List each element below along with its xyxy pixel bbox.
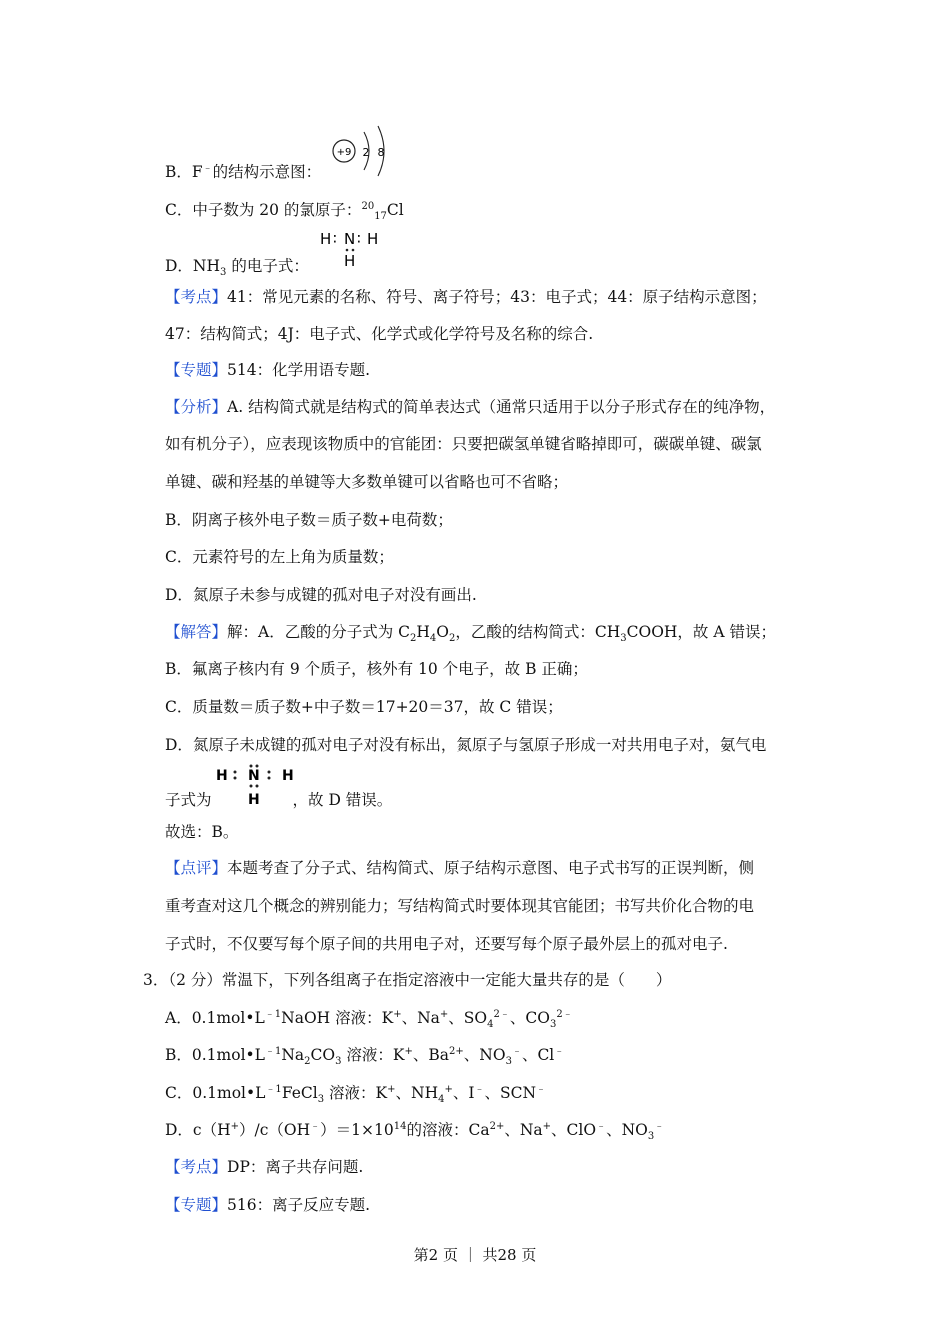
text: 、NO (606, 1121, 648, 1139)
text: DP：离子共存问题. (227, 1158, 364, 1176)
zhuanti-tag: 【专题】 (165, 1196, 228, 1214)
text: CO (310, 1046, 336, 1064)
text: B．阴离子核外电子数＝质子数+电荷数； (165, 511, 453, 529)
subscript: 4 (429, 633, 437, 645)
text: FeCl (281, 1084, 318, 1102)
text: 514：化学用语专题. (227, 361, 371, 379)
option-d (165, 256, 309, 279)
kaodian-tag: 【考点】 (165, 1158, 228, 1176)
text: B．氟离子核内有 9 个质子，核外有 10 个电子，故 B 正确； (165, 660, 588, 678)
text: 的溶液：Ca (406, 1121, 490, 1139)
text: 、Na (504, 1121, 543, 1139)
subscript: 3 (335, 1056, 342, 1068)
subscript: 4 (487, 1019, 494, 1031)
fluoride-structure-diagram (328, 124, 398, 184)
nh3-electron-formula-incomplete (316, 226, 386, 270)
superscript: ﹣ (474, 1083, 485, 1095)
superscript: ﹣1 (265, 1083, 282, 1095)
superscript: ﹣1 (264, 1008, 282, 1020)
superscript: + (387, 1083, 396, 1095)
superscript: + (393, 1008, 402, 1020)
formula-atom: H (216, 768, 228, 784)
text: 本题考查了分子式、结构简式、原子结构示意图、电子式书写的正误判断，侧 (227, 859, 755, 877)
superscript: 2+ (449, 1045, 464, 1057)
mass-number: 20 (361, 200, 375, 212)
superscript: ﹣ (654, 1120, 665, 1132)
jieda-line-1 (165, 622, 776, 645)
text: 溶液：K (341, 1046, 405, 1064)
page-footer: 第2 页 ｜ 共28 页 (413, 1246, 537, 1264)
text: ，故 D 错误。 (292, 791, 393, 809)
option-d-text: 的电子式： (226, 257, 309, 275)
dianping-line-1 (165, 858, 754, 878)
zhuanti-1 (165, 360, 370, 380)
text: Na (281, 1046, 305, 1064)
fenxi-tag: 【分析】 (165, 398, 228, 416)
subscript: 3 (505, 1056, 512, 1068)
dianping-line-3 (165, 934, 728, 954)
question-3-stem (143, 970, 671, 990)
text: O (436, 623, 449, 641)
formula-atom: H (282, 768, 294, 784)
text: 故选：B。 (165, 823, 239, 841)
fenxi-line-2 (165, 434, 762, 454)
question-3-option-c (165, 1083, 547, 1106)
text: H (416, 623, 430, 641)
text: 、NO (463, 1046, 506, 1064)
formula-atom: H (320, 230, 332, 248)
text: A. 结构简式就是结构式的简单表达式（通常只适用于以分子形式存在的纯净物， (227, 398, 776, 416)
option-b-text: 的结构示意图： (212, 163, 322, 181)
superscript: + (404, 1045, 413, 1057)
nh3-electron-formula-full (214, 762, 300, 810)
fenxi-line-3 (165, 472, 568, 492)
text: D．氮原子未参与成键的孤对电子对没有画出. (165, 586, 477, 604)
superscript: + (439, 1008, 449, 1020)
formula-atom: N (344, 230, 356, 248)
text: 子式为 (165, 791, 212, 809)
jieda-line-2 (165, 659, 588, 679)
text: D．氮原子未成键的孤对电子对没有标出，氮原子与氢原子形成一对共用电子对，氨气电 (165, 736, 767, 754)
option-b-label: B．F (165, 163, 203, 181)
option-b (165, 162, 321, 182)
text: C．质量数＝质子数+中子数＝17+20＝37，故 C 错误； (165, 698, 563, 716)
text: 、Na (401, 1009, 440, 1027)
question-3-option-b (165, 1045, 565, 1068)
superscript: ﹣ (511, 1045, 522, 1057)
text: ）＝1×10 (320, 1121, 394, 1139)
text: D．c（H (165, 1121, 231, 1139)
subscript: 3 (549, 1019, 557, 1031)
formula-atom: H (367, 230, 379, 248)
formula-atom: N (248, 768, 260, 784)
superscript: 14 (393, 1120, 407, 1132)
text: A．0.1mol•L (165, 1009, 265, 1027)
fenxi-line-4 (165, 510, 453, 530)
superscript: ﹣ (596, 1120, 607, 1132)
option-c (165, 200, 404, 223)
shell-2-electrons: 8 (377, 146, 385, 159)
subscript: 2 (304, 1056, 311, 1068)
subscript: 2 (410, 633, 417, 645)
formula-atom: H (344, 252, 356, 270)
text: 、SO (448, 1009, 488, 1027)
superscript: + (444, 1083, 453, 1095)
superscript: 2﹣ (493, 1008, 510, 1020)
fenxi-line-1 (165, 397, 775, 417)
text: NaOH 溶液：K (281, 1009, 394, 1027)
superscript: + (542, 1120, 552, 1132)
option-c-label: C．中子数为 20 的氯原子： (165, 201, 362, 219)
text: 子式时，不仅要写每个原子间的共用电子对，还要写每个原子最外层上的孤对电子. (165, 935, 728, 953)
electron-pair: ∶ (333, 230, 337, 248)
question-3-option-a (165, 1008, 573, 1031)
electron-pair: ∶ (357, 230, 361, 248)
jieda-line-6 (165, 822, 238, 842)
shell-1-electrons: 2 (362, 146, 370, 159)
text: 溶液：K (324, 1084, 388, 1102)
fenxi-line-6 (165, 585, 477, 605)
jieda-line-4 (165, 735, 766, 755)
superscript: + (230, 1120, 240, 1132)
subscript: 3 (220, 267, 227, 279)
text: C．元素符号的左上角为质量数； (165, 548, 394, 566)
kaodian-1-line-2 (165, 324, 593, 344)
text: COOH，故 A 错误； (626, 623, 776, 641)
superscript: ﹣ (202, 162, 213, 174)
kaodian-tag: 【考点】 (165, 288, 228, 306)
superscript: ﹣ (554, 1045, 565, 1057)
text: 、CO (509, 1009, 550, 1027)
text: 如有机分子），应表现该物质中的官能团：只要把碳氢单键省略掉即可，碳碳单键、碳氯 (165, 435, 762, 453)
question-3-option-d (165, 1120, 665, 1143)
subscript: 3 (620, 633, 627, 645)
nucleus-charge: +9 (336, 147, 352, 158)
subscript: 3 (317, 1094, 325, 1106)
superscript: ﹣1 (264, 1045, 282, 1057)
text: 、I (452, 1084, 475, 1102)
text: ）/c（OH (239, 1121, 311, 1139)
text: 、NH (395, 1084, 439, 1102)
superscript: 2﹣ (556, 1008, 573, 1020)
superscript: ﹣ (536, 1083, 547, 1095)
jieda-tag: 【解答】 (165, 623, 228, 641)
text: B．0.1mol•L (165, 1046, 265, 1064)
text: 47：结构简式；4J：电子式、化学式或化学符号及名称的综合. (165, 325, 594, 343)
text: 单键、碳和羟基的单键等大多数单键可以省略也可不省略； (165, 473, 569, 491)
text: 、ClO (551, 1121, 597, 1139)
text: 、Cl (521, 1046, 555, 1064)
text: C．0.1mol•L (165, 1084, 266, 1102)
text: 41：常见元素的名称、符号、离子符号；43：电子式；44：原子结构示意图； (227, 288, 767, 306)
text: 3．（2 分）常温下，下列各组离子在指定溶液中一定能大量共存的是（ ） (143, 971, 672, 989)
text: 、SCN (484, 1084, 537, 1102)
text: 、Ba (412, 1046, 450, 1064)
dianping-tag: 【点评】 (165, 859, 228, 877)
kaodian-1-line-1 (165, 287, 767, 307)
zhuanti-tag: 【专题】 (165, 361, 228, 379)
superscript: ﹣ (310, 1120, 321, 1132)
atomic-number: 17 (374, 211, 387, 223)
text: 重考查对这几个概念的辨别能力；写结构简式时要体现其官能团；书写共价化合物的电 (165, 897, 755, 915)
option-d-label: D．NH (165, 257, 221, 275)
subscript: 2 (449, 633, 456, 645)
text: ，乙酸的结构简式：CH (455, 623, 621, 641)
fenxi-line-5 (165, 547, 394, 567)
dianping-line-2 (165, 896, 754, 916)
jieda-line-3 (165, 697, 563, 717)
element-symbol: Cl (386, 201, 404, 219)
superscript: 2+ (489, 1120, 505, 1132)
subscript: 3 (647, 1131, 655, 1143)
zhuanti-2 (165, 1195, 370, 1215)
kaodian-2 (165, 1157, 363, 1177)
formula-atom: H (248, 792, 260, 808)
text: 解：A．乙酸的分子式为 C (227, 623, 410, 641)
text: 516：离子反应专题. (227, 1196, 371, 1214)
subscript: 4 (438, 1094, 445, 1106)
